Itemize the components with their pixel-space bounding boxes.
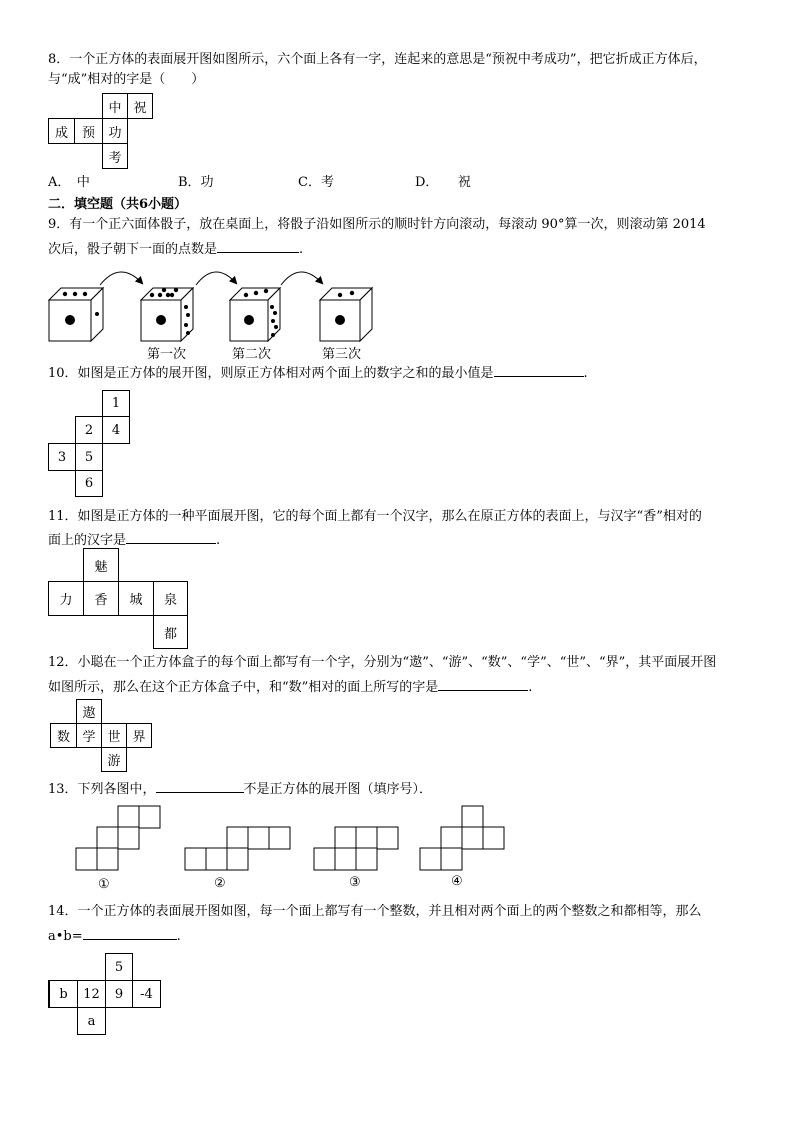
roll-arrow [196,272,236,285]
answer-blank[interactable] [494,362,584,377]
dice-rolling-figure [0,255,794,375]
die-roll-2 [230,288,280,341]
q14-text-line2 [48,925,181,946]
figure-label-2: ② [214,876,226,891]
net-face: 预 [74,118,103,144]
q8-text-line1: 8．一个正方体的表面展开图如图所示，六个面上各有一字，连起来的意思是“预祝中考成功”，把它折成正方体后， [48,52,707,67]
net-face: 9 [105,980,133,1008]
die-roll-1 [141,288,193,341]
q8-option-a: A． 中 [48,175,90,190]
figure-3 [314,827,398,870]
q11-question: 面上的汉字是 [48,533,127,548]
q12-text-line1: 12．小聪在一个正方体盒子的每个面上都写有一个字，分别为“遨”、“游”、“数”、“学”、“世”、“界”，其平面展开图 [48,655,717,670]
figure-2 [185,827,290,870]
die-roll-3 [320,288,372,341]
q8-option-d: D． 祝 [415,175,471,190]
net-face: 力 [48,581,84,616]
answer-blank[interactable] [156,778,244,793]
q12-text-line2 [48,676,532,697]
period: . [216,533,221,548]
q11-text-line2 [48,529,220,550]
die-initial [49,288,103,341]
q10-question: 10．如图是正方体的展开图，则原正方体相对两个面上的数字之和的最小值是 [48,366,494,381]
q8-option-b: B．功 [178,175,214,190]
net-face: 都 [153,615,188,649]
period: . [176,929,181,944]
net-face: 2 [75,416,103,444]
period: . [528,680,533,695]
answer-blank[interactable] [126,529,216,544]
q13-text [48,778,432,799]
caption-roll-3: 第三次 [322,347,362,362]
caption-roll-2: 第二次 [232,347,272,362]
net-face: 魅 [83,548,119,582]
q13-question-post: 不是正方体的展开图（填序号）． [243,782,433,797]
q10-text [48,362,588,383]
caption-roll-1: 第一次 [147,347,187,362]
net-face: 中 [102,93,128,119]
net-face: 5 [105,953,133,981]
q9-text-line1: 9．有一个正六面体骰子，放在桌面上，将骰子沿如图所示的顺时针方向滚动，每滚动 90°算一次，则滚动第 2014 [48,217,706,232]
roll-arrow [281,272,322,285]
net-face: 世 [101,723,127,748]
net-face: 6 [75,470,103,497]
figure-label-3: ③ [349,875,361,890]
q14-question: a•b= [48,929,83,944]
net-face: 1 [102,390,130,417]
period: . [583,366,588,381]
net-face: 功 [102,118,128,144]
answer-blank[interactable] [83,925,177,940]
roll-arrow [100,272,142,285]
net-face: 祝 [127,93,153,119]
net-face: 香 [83,581,119,616]
net-face: 5 [75,443,103,471]
net-face: 考 [102,143,128,169]
q8-text-line2: 与“成”相对的字是（ ） [48,72,205,87]
net-face: 城 [118,581,154,616]
net-face: 12 [77,980,106,1008]
q11-text-line1: 11．如图是正方体的一种平面展开图，它的每个面上都有一个汉字，那么在原正方体的表面上，与汉字“香”相对的 [48,509,702,524]
answer-blank[interactable] [438,676,528,691]
net-face: 成 [48,118,75,144]
net-face: b [48,980,78,1008]
net-face: 数 [50,723,77,748]
q14-text-line1: 14．一个正方体的表面展开图如图，每一个面上都写有一个整数，并且相对两个面上的两个整数之和都相等，那么 [48,904,702,919]
figure-4 [420,806,504,870]
period: . [299,242,304,257]
net-face: 遨 [76,699,102,724]
net-face: 学 [76,723,102,748]
net-face: 游 [101,747,127,772]
q8-option-c: C．考 [298,175,334,190]
net-face: 界 [126,723,152,748]
net-face: 4 [102,416,130,444]
q9-text: 次后，骰子朝下一面的点数是 [48,242,218,257]
figure-label-1: ① [98,877,110,892]
net-face: 泉 [153,581,188,616]
figure-1 [76,806,160,870]
net-face: 3 [48,443,76,471]
net-face: a [77,1007,106,1035]
q13-question-pre: 13．下列各图中， [48,782,156,797]
net-face: -4 [132,980,161,1008]
q13-figures [0,800,794,880]
answer-blank[interactable] [217,238,299,253]
section-heading: 二．填空题（共6小题） [48,197,188,212]
figure-label-4: ④ [451,874,463,889]
q12-question: 如图所示，那么在这个正方体盒子中，和“数”相对的面上所写的字是 [48,680,439,695]
